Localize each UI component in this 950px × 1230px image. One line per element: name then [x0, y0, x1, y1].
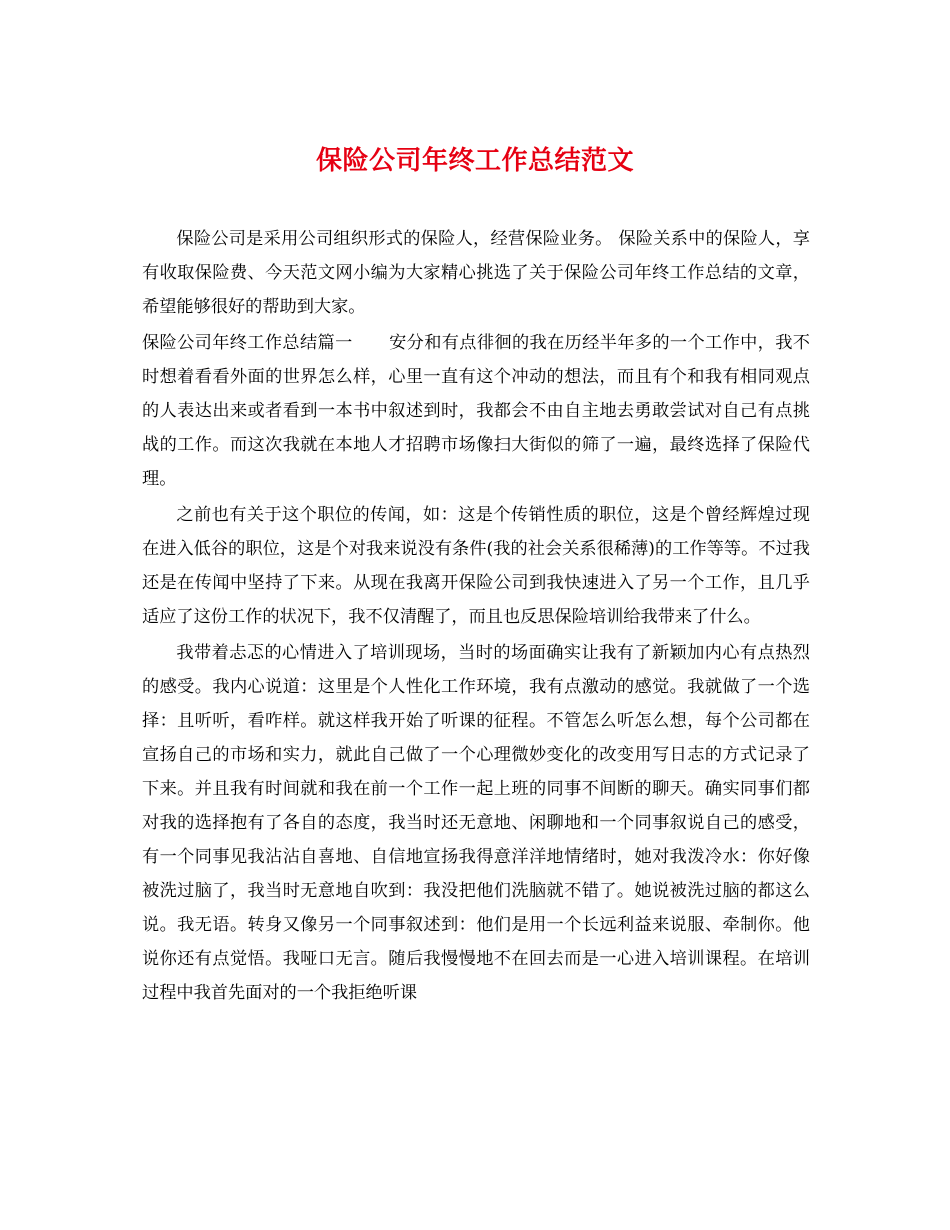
section-paragraph [142, 326, 810, 496]
document-body [142, 222, 810, 1010]
section-heading: 保险公司年终工作总结篇一 [142, 333, 353, 353]
body-paragraph: 我带着忐忑的心情进入了培训现场，当时的场面确实让我有了新颖加内心有点热烈的感受。我内心说道：这里是个人性化工作环境，我有点激动的感觉。我就做了一个选择：且听听，看咋样。就这样我开始了听课的征程。不管怎么听怎么想，每个公司都在宣扬自己的市场和实力，就此自己做了一个心理微妙变化的改变用写日志的方式记录了下来。并且我有时间就和我在前一个工作一起上班的同事不间断的聊天。确实同事们都对我的选择抱有了各自的态度，我当时还无意地、闲聊地和一个同事叙说自己的感受，有一个同事见我沾沾自喜地、自信地宣扬我得意洋洋地情绪时，她对我泼冷水：你好像被洗过脑了，我当时无意地自吹到：我没把他们洗脑就不错了。她说被洗过脑的都这么说。我无语。转身又像另一个同事叙述到：他们是用一个长远利益来说服、牵制你。他说你还有点觉悟。我哑口无言。随后我慢慢地不在回去而是一心进入培训课程。在培训过程中我首先面对的一个我拒绝听课 [142, 643, 810, 1003]
document-title: 保险公司年终工作总结范文 [315, 146, 634, 176]
body-paragraph: 之前也有关于这个职位的传闻，如：这是个传销性质的职位，这是个曾经辉煌过现在进入低谷的职位，这是个对我来说没有条件(我的社会关系很稀薄)的工作等等。不过我还是在传闻中坚持了下来。从现在我离开保险公司到我快速进入了另一个工作，且几乎适应了这份工作的状况下，我不仅清醒了，而且也反思保险培训给我带来了什么。 [142, 505, 810, 627]
intro-paragraph: 保险公司是采用公司组织形式的保险人，经营保险业务。 保险关系中的保险人，享有收取保险费、今天范文网小编为大家精心挑选了关于保险公司年终工作总结的文章，希望能够很好的帮助到大家。 [142, 229, 810, 317]
section-text: 安分和有点徘徊的我在历经半年多的一个工作中，我不时想着看看外面的世界怎么样，心里一直有这个冲动的想法，而且有个和我有相同观点的人表达出来或者看到一本书中叙述到时，我都会不由自主地去勇敢尝试对自己有点挑战的工作。而这次我就在本地人才招聘市场像扫大街似的筛了一遍，最终选择了保险代理。 [142, 333, 810, 489]
